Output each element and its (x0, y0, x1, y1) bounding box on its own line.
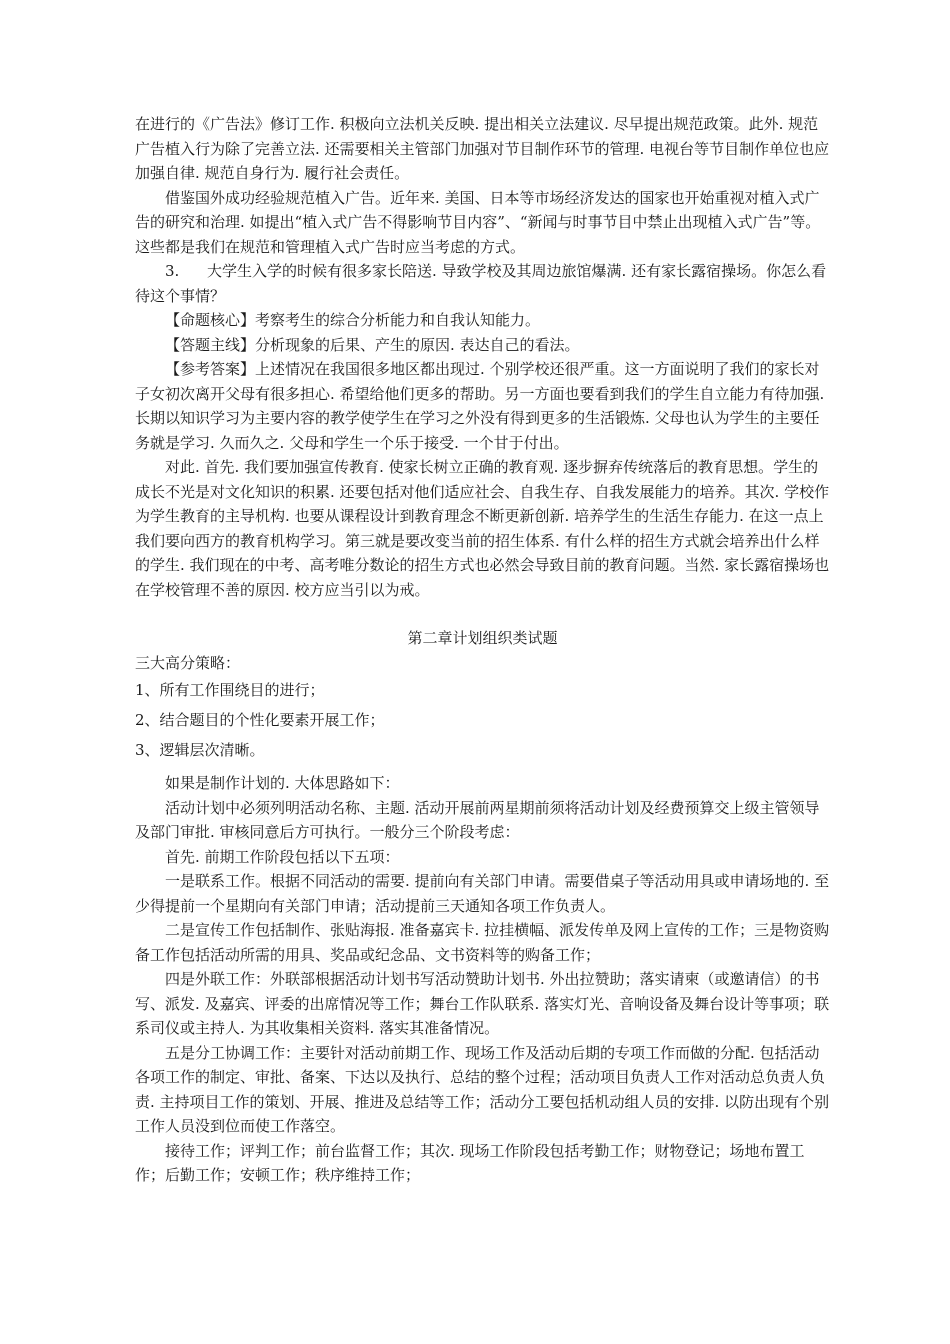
paragraph-foreign-experience: 借鉴国外成功经验规范植入广告。近年来. 美国、日本等市场经济发达的国家也开始重视对植入式广告的研究和治理. 如提出“植入式广告不得影响节目内容”、“新闻与时事节目中禁止出现植入式广告”等。这些都是我们在规范和管理植入式广告时应当考虑的方式。 (135, 188, 821, 256)
paragraph-plan-requirements: 活动计划中必须列明活动名称、主题. 活动开展前两星期前须将活动计划及经费预算交上级主管领导及部门审批. 审核同意后方可执行。一般分三个阶段考虑： (135, 798, 820, 841)
paragraph-phase-one: 首先. 前期工作阶段包括以下五项： (165, 847, 400, 866)
question-3 (135, 259, 830, 308)
paragraph-answer-line: 【答题主线】分析现象的后果、产生的原因. 表达自己的看法。 (165, 335, 580, 354)
strategy-item-1: 1、所有工作围绕目的进行； (135, 681, 325, 699)
paragraph-contact-work: 一是联系工作。根据不同活动的需要. 提前向有关部门申请。需要借桌子等活动用具或申请场地的. 至少得提前一个星期向有关部门申请；活动提前三天通知各项工作负责人。 (135, 872, 830, 915)
paragraph-topic-core: 【命题核心】考察考生的综合分析能力和自我认知能力。 (165, 311, 541, 329)
paragraph-advertising-law: 在进行的《广告法》修订工作. 积极向立法机关反映. 提出相关立法建议. 尽早提出规范政策。此外. 规范广告植入行为除了完善立法. 还需要相关主管部门加强对节目制作环节的管理. 电视台等节目制作单位也应加强自律. 规范自身行为. 履行社会责任。 (135, 115, 830, 182)
document-page (135, 112, 830, 1188)
paragraph-external-work: 四是外联工作：外联部根据活动计划书写活动赞助计划书. 外出拉赞助；落实请柬（或邀请信）的书写、派发. 及嘉宾、评委的出席情况等工作；舞台工作队联系. 落实灯光、音响设备及舞台设计等事项；联系司仪或主持人. 为其收集相关资料. 落实其准备情况。 (135, 970, 830, 1037)
paragraph-plan-intro: 如果是制作计划的. 大体思路如下： (165, 774, 400, 792)
strategy-heading: 三大高分策略： (135, 653, 241, 672)
strategy-item-3: 3、逻辑层次清晰。 (135, 741, 265, 759)
strategy-item-2: 2、结合题目的个性化要素开展工作； (135, 711, 385, 729)
question-text: 大学生入学的时候有很多家长陪送. 导致学校及其周边旅馆爆满. 还有家长露宿操场。你怎么看待这个事情？ (135, 262, 827, 305)
paragraph-reception-work: 接待工作；评判工作；前台监督工作；其次. 现场工作阶段包括考勤工作；财物登记；场地布置工作；后勤工作；安顿工作；秩序维持工作； (135, 1141, 805, 1184)
chapter-title: 第二章计划组织类试题 (407, 629, 558, 647)
paragraph-publicity-work: 二是宣传工作包括制作、张贴海报. 准备嘉宾卡. 拉挂横幅、派发传单及网上宣传的工作；三是物资购备工作包括活动所需的用具、奖品或纪念品、文书资料等的购备工作； (135, 921, 830, 964)
paragraph-coordination-work: 五是分工协调工作：主要针对活动前期工作、现场工作及活动后期的专项工作而做的分配. 包括活动各项工作的制定、审批、备案、下达以及执行、总结的整个过程；活动项目负责人工作对活动总负责人负责. 主持项目工作的策划、开展、推进及总结等工作；活动分工要包括机动组人员的安排. 以防出现有个别工作人员没到位而使工作落空。 (135, 1043, 830, 1135)
paragraph-countermeasures: 对此. 首先. 我们要加强宣传教育. 使家长树立正确的教育观. 逐步摒弃传统落后的教育思想。学生的成长不光是对文化知识的积累. 还要包括对他们适应社会、自我生存、自我发展能力的培养。其次. 学校作为学生教育的主导机构. 也要从课程设计到教育理念不断更新创新. 培养学生的生活生存能力. 在这一点上我们要向西方的教育机构学习。第三就是要改变当前的招生体系. 有什么样的招生方式就会培养出什么样的学生. 我们现在的中考、高考唯分数论的招生方式也必然会导致目前的教育问题。当然. 家长露宿操场也在学校管理不善的原因. 校方应当引以为戒。 (135, 458, 830, 599)
question-number: 3. (165, 262, 180, 280)
paragraph-reference-answer: 【参考答案】上述情况在我国很多地区都出现过. 个别学校还很严重。这一方面说明了我们的家长对子女初次离开父母有很多担心. 希望给他们更多的帮助。另一方面也要看到我们的学生自立能力有待加强. 长期以知识学习为主要内容的教学使学生在学习之外没有得到更多的生活锻炼. 父母也认为学生的主要任务就是学习. 久而久之. 父母和学生一个乐于接受. 一个甘于付出。 (135, 360, 825, 452)
